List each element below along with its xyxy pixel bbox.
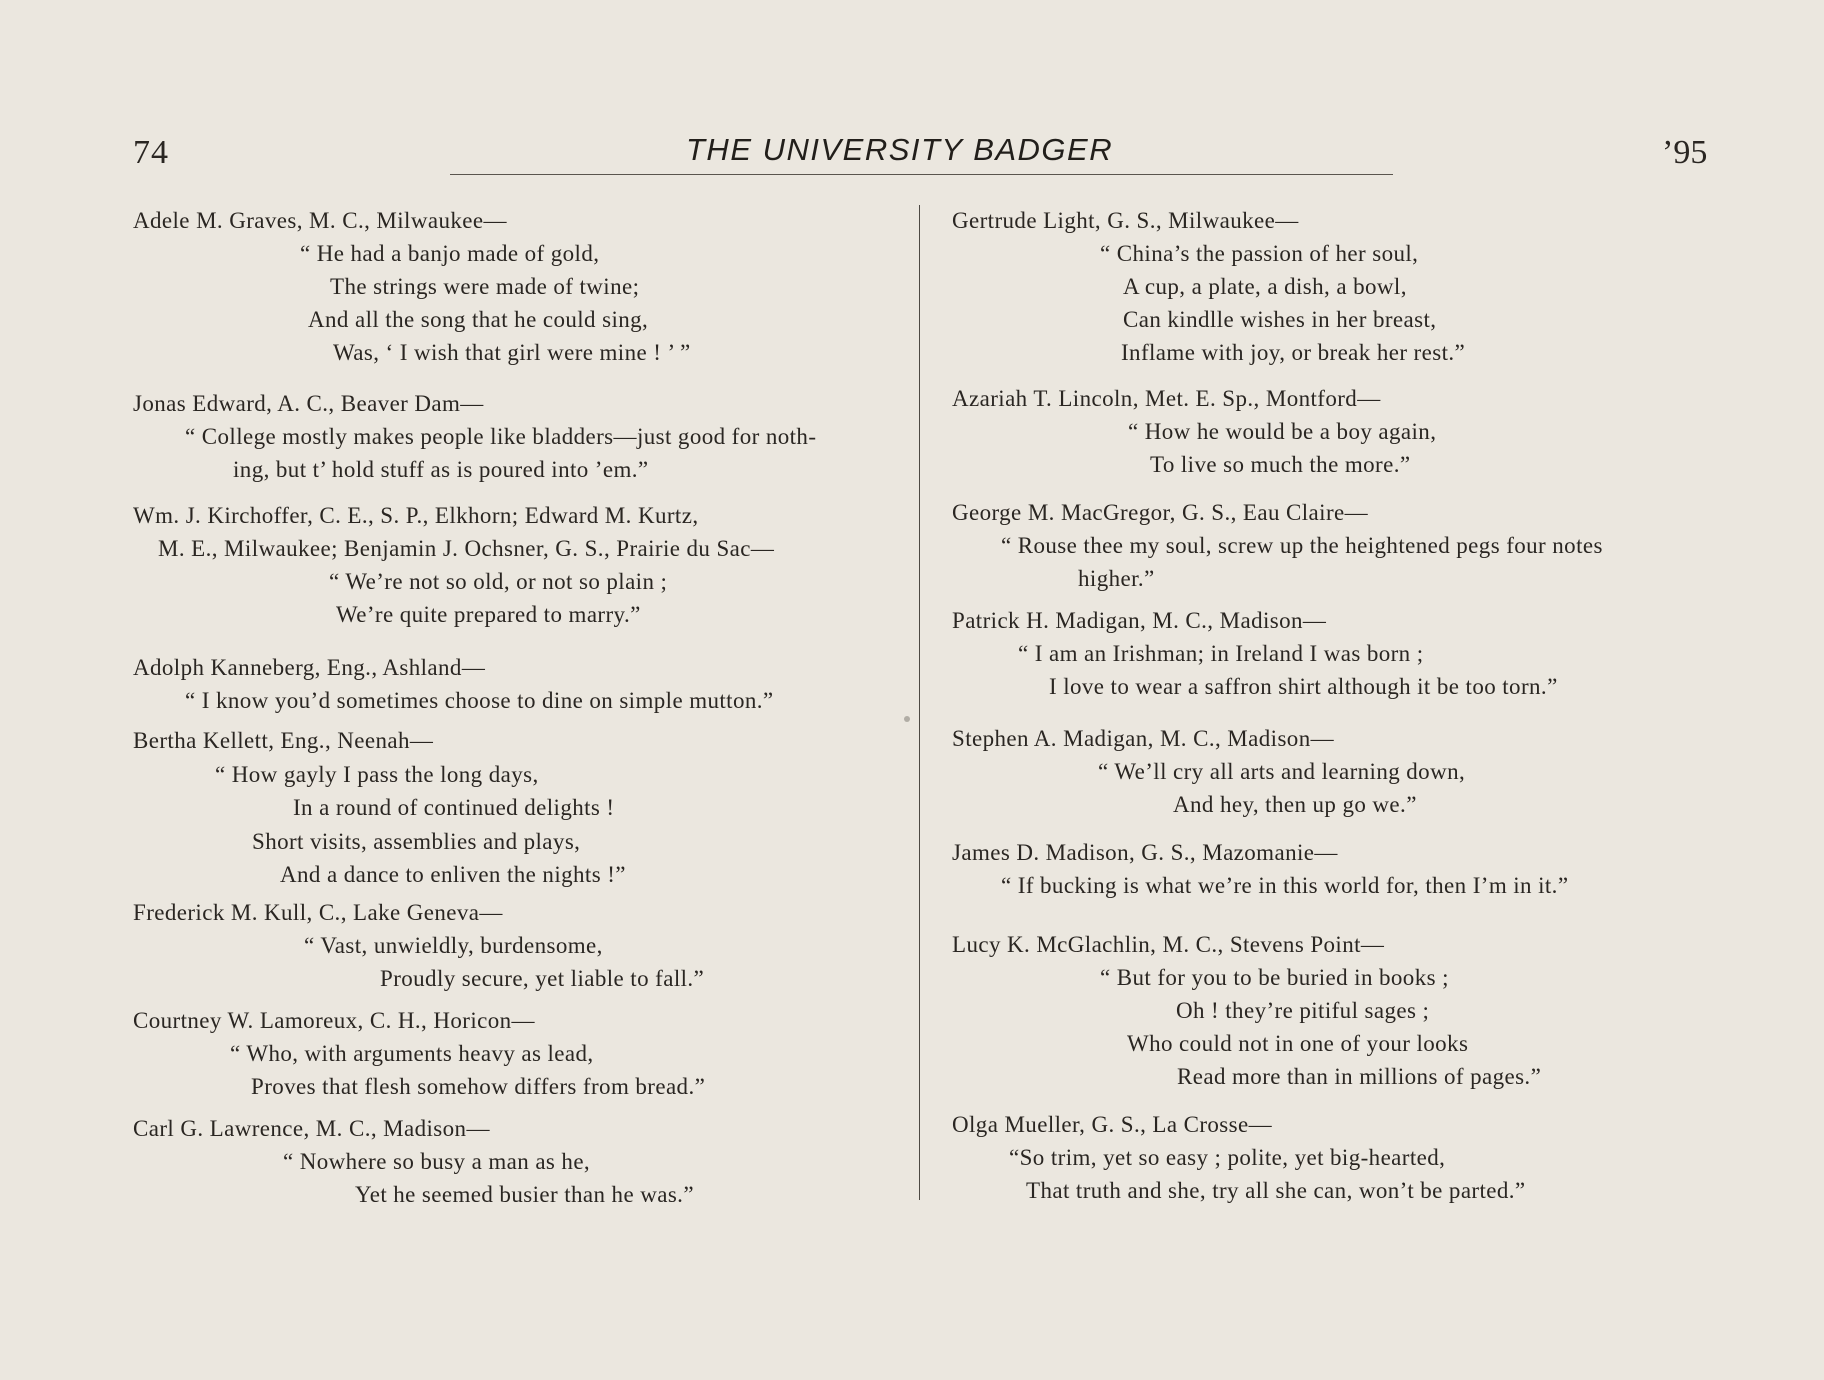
quote-line: “ Rouse thee my soul, screw up the heightened pegs four notes [1001, 533, 1603, 558]
quote-line: “ Vast, unwieldly, burdensome, [304, 933, 603, 958]
entry-heading: Jonas Edward, A. C., Beaver Dam— [133, 391, 484, 416]
entry-heading: Bertha Kellett, Eng., Neenah— [133, 728, 434, 753]
quote-line: Inflame with joy, or break her rest.” [1121, 340, 1466, 365]
quote-line: That truth and she, try all she can, won’t be parted.” [1026, 1178, 1526, 1203]
entry-heading: Olga Mueller, G. S., La Crosse— [952, 1112, 1273, 1137]
quote-line: Proudly secure, yet liable to fall.” [380, 966, 705, 991]
quote-line: Read more than in millions of pages.” [1177, 1064, 1542, 1089]
quote-line: Who could not in one of your looks [1127, 1031, 1469, 1056]
quote-line: ing, but t’ hold stuff as is poured into ’em.” [233, 457, 649, 482]
column-divider [919, 205, 920, 1200]
quote-line: Proves that flesh somehow differs from bread.” [251, 1074, 706, 1099]
entry-heading: Frederick M. Kull, C., Lake Geneva— [133, 900, 503, 925]
entry-heading: Patrick H. Madigan, M. C., Madison— [952, 608, 1327, 633]
quote-line: I love to wear a saffron shirt although it be too torn.” [1049, 674, 1558, 699]
entry-heading: Courtney W. Lamoreux, C. H., Horicon— [133, 1008, 535, 1033]
entry-heading: George M. MacGregor, G. S., Eau Claire— [952, 500, 1369, 525]
running-title: THE UNIVERSITY BADGER [686, 132, 1114, 167]
quote-line: “ How he would be a boy again, [1128, 419, 1437, 444]
quote-line: In a round of continued delights ! [293, 795, 615, 820]
quote-line: A cup, a plate, a dish, a bowl, [1123, 274, 1407, 299]
quote-line: Yet he seemed busier than he was.” [355, 1182, 694, 1207]
entry-heading: Carl G. Lawrence, M. C., Madison— [133, 1116, 490, 1141]
quote-line: The strings were made of twine; [330, 274, 640, 299]
entry-heading: Lucy K. McGlachlin, M. C., Stevens Point— [952, 932, 1385, 957]
entry-heading: Azariah T. Lincoln, Met. E. Sp., Montford— [952, 386, 1381, 411]
quote-line: “ Nowhere so busy a man as he, [283, 1149, 591, 1174]
quote-line: We’re quite prepared to marry.” [336, 602, 641, 627]
quote-line: And hey, then up go we.” [1173, 792, 1417, 817]
quote-line: Was, ‘ I wish that girl were mine ! ’ ” [333, 340, 691, 365]
entry-heading: Wm. J. Kirchoffer, C. E., S. P., Elkhorn; Edward M. Kurtz, [133, 503, 699, 528]
page-header [0, 130, 1824, 180]
quote-line: “ If bucking is what we’re in this world for, then I’m in it.” [1001, 873, 1569, 898]
quote-line: Short visits, assemblies and plays, [252, 829, 581, 854]
entry-heading: M. E., Milwaukee; Benjamin J. Ochsner, G. S., Prairie du Sac— [158, 536, 775, 561]
page-number: 74 [133, 134, 169, 171]
quote-line: “ But for you to be buried in books ; [1100, 965, 1449, 990]
quote-line: “ I am an Irishman; in Ireland I was born ; [1018, 641, 1424, 666]
quote-line: “So trim, yet so easy ; polite, yet big-hearted, [1009, 1145, 1446, 1170]
quote-line: “ I know you’d sometimes choose to dine on simple mutton.” [185, 688, 774, 713]
header-rule [450, 174, 1393, 175]
quote-line: “ We’ll cry all arts and learning down, [1098, 759, 1466, 784]
quote-line: “ Who, with arguments heavy as lead, [230, 1041, 594, 1066]
entry-heading: Adele M. Graves, M. C., Milwaukee— [133, 208, 507, 233]
quote-line: To live so much the more.” [1150, 452, 1411, 477]
entry-heading: James D. Madison, G. S., Mazomanie— [952, 840, 1338, 865]
quote-line: “ We’re not so old, or not so plain ; [329, 569, 668, 594]
class-year: ’95 [1662, 134, 1708, 171]
quote-line: And all the song that he could sing, [308, 307, 649, 332]
entry-heading: Adolph Kanneberg, Eng., Ashland— [133, 655, 486, 680]
quote-line: “ He had a banjo made of gold, [300, 241, 600, 266]
entry-heading: Gertrude Light, G. S., Milwaukee— [952, 208, 1299, 233]
quote-line: “ College mostly makes people like bladders—just good for noth- [185, 424, 817, 449]
quote-line: “ China’s the passion of her soul, [1100, 241, 1419, 266]
ink-smudge [904, 716, 910, 722]
quote-line: “ How gayly I pass the long days, [215, 762, 539, 787]
quote-line: Can kindlle wishes in her breast, [1123, 307, 1437, 332]
quote-line: Oh ! they’re pitiful sages ; [1176, 998, 1430, 1023]
quote-line: And a dance to enliven the nights !” [280, 862, 626, 887]
quote-line: higher.” [1078, 566, 1155, 591]
entry-heading: Stephen A. Madigan, M. C., Madison— [952, 726, 1334, 751]
